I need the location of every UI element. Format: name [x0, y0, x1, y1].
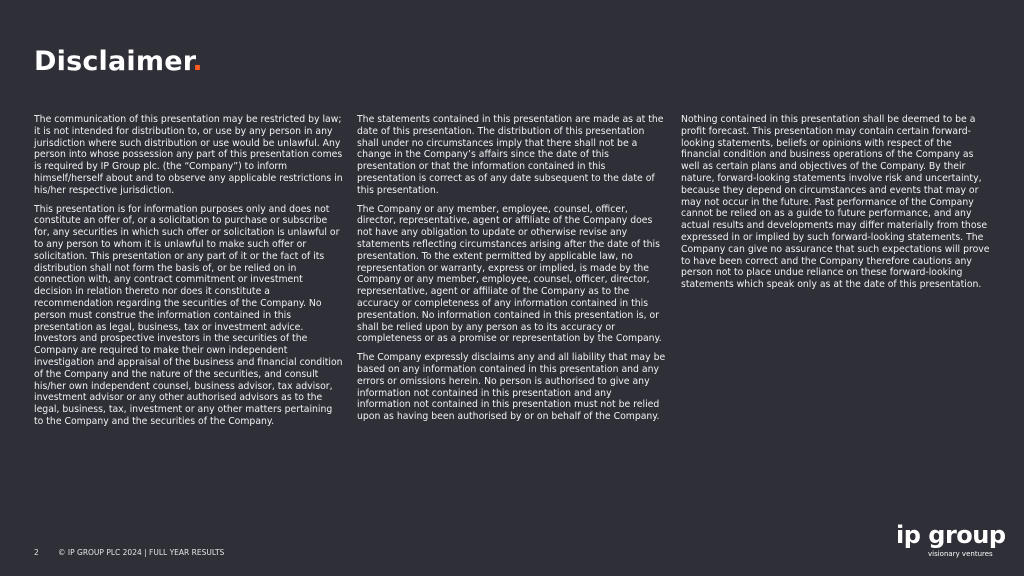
- logo-tagline: visionary ventures: [928, 550, 993, 558]
- disclaimer-column-1: [34, 114, 344, 435]
- disclaimer-paragraph: The communication of this presentation may be restricted by law; it is not intended for distribution to, or use by any person in any jurisdiction where such distribution or use would be unlawful. Any person into whose possession any part of this presentation comes is required by IP Group plc. (the “Company”) to inform himself/herself about and to observe any applicable restrictions in his/her respective jurisdiction.: [34, 114, 343, 196]
- title-accent-dot: .: [192, 46, 203, 77]
- disclaimer-paragraph: The Company expressly disclaims any and all liability that may be based on any information contained in this presentation and any errors or omissions herein. No person is authorised to give any information not contained in this presentation and any information not contained in this presentation must not be relied upon as having been authorised by or on behalf of the Company.: [357, 352, 666, 423]
- logo-wordmark: ip group: [896, 521, 1006, 549]
- ip-group-logo: [896, 520, 1006, 564]
- page-title: [34, 42, 203, 82]
- footer-text: © IP GROUP PLC 2024 | FULL YEAR RESULTS: [58, 548, 225, 557]
- disclaimer-paragraph: The Company or any member, employee, counsel, officer, director, representative, agent or affiliate of the Company does not have any obligation to update or otherwise revise any statements reflecting circumstances arising after the date of this presentation. To the extent permitted by applicable law, no representation or warranty, express or implied, is made by the Company or any member, employee, counsel, officer, director, representative, agent or affiliate of the Company as to the accuracy or completeness of any information contained in this presentation. No information contained in this presentation is, or shall be relied upon by any person as to its accuracy or completeness or as a promise or representation by the Company.: [357, 203, 662, 345]
- disclaimer-paragraph: The statements contained in this presentation are made as at the date of this presentation. The distribution of this presentation shall under no circumstances imply that there shall not be a change in the Company’s affairs since the date of this presentation or that the information contained in this presentation is correct as of any date subsequent to the date of this presentation.: [357, 114, 664, 196]
- page-title-text: Disclaimer: [34, 46, 193, 77]
- footer: [34, 548, 224, 558]
- disclaimer-column-3: [681, 114, 993, 298]
- disclaimer-paragraph: This presentation is for information purposes only and does not constitute an offer of, or a solicitation to purchase or subscribe for, any securities in which such offer or solicitation is unlawful or to any person to whom it is unlawful to make such offer or solicitation. This presentation or any part of it or the fact of its distribution shall not form the basis of, or be relied on in connection with, any contract commitment or investment decision in relation thereto nor does it constitute a recommendation regarding the securities of the Company. No person must construe the information contained in this presentation as legal, business, tax or investment advice. Investors and prospective investors in the securities of the Company are required to make their own independent investigation and appraisal of the business and financial condition of the Company and the nature of the securities, and consult his/her own independent counsel, business advisor, tax advisor, investment advisor or any other authorised advisors as to the legal, business, tax, investment or any other matters pertaining to the Company and the securities of the Company.: [34, 203, 343, 427]
- page-number: 2: [34, 548, 39, 557]
- disclaimer-paragraph: Nothing contained in this presentation shall be deemed to be a profit forecast. This presentation may contain certain forward-looking statements, beliefs or opinions with respect of the financial condition and business operations of the Company as well as certain plans and objectives of the Company. By their nature, forward-looking statements involve risk and uncertainty, because they depend on circumstances and events that may or may not occur in the future. Past performance of the Company cannot be relied on as a guide to future performance, and any actual results and developments may differ materially from those expressed in or implied by such forward-looking statements. The Company can give no assurance that such expectations will prove to have been correct and the Company therefore cautions any person not to place undue reliance on these forward-looking statements which speak only as at the date of this presentation.: [681, 114, 990, 291]
- disclaimer-column-2: [357, 114, 667, 430]
